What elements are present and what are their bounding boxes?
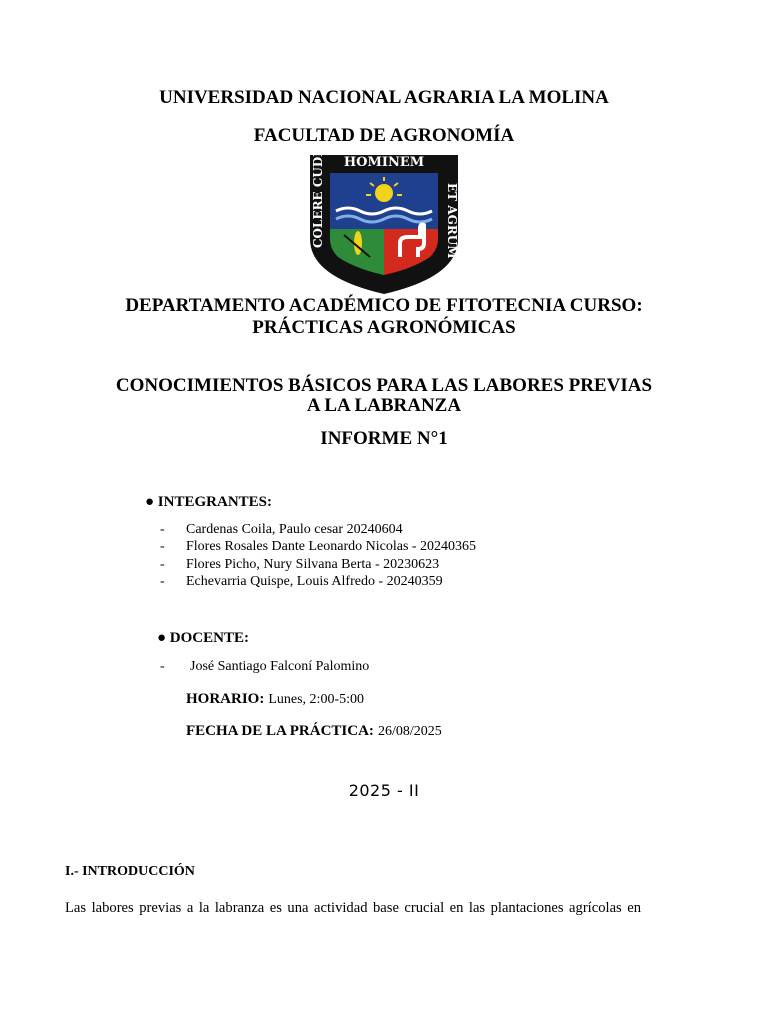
report-title-line2: A LA LABRANZA — [306, 395, 462, 416]
members-heading: ● INTEGRANTES: — [145, 494, 273, 510]
schedule-value: Lunes, 2:00-5:00 — [268, 692, 364, 707]
report-number: INFORME N°1 — [320, 428, 448, 449]
crest-shield-icon — [308, 153, 460, 295]
list-item: - Flores Picho, Nury Silvana Berta - 20230623 — [160, 556, 440, 572]
practice-date-label: FECHA DE LA PRÁCTICA: — [186, 723, 374, 739]
practice-date-value: 26/08/2025 — [377, 724, 442, 739]
report-title-line1: CONOCIMIENTOS BÁSICOS PARA LAS LABORES PREVIAS — [115, 375, 653, 396]
list-item: - Cardenas Coila, Paulo cesar 20240604 — [160, 522, 403, 537]
members-list — [160, 521, 476, 590]
list-item: - Echevarria Quispe, Louis Alfredo - 20240359 — [160, 573, 443, 589]
intro-heading: I.- INTRODUCCIÓN — [65, 864, 195, 879]
faculty-title: FACULTAD DE AGRONOMÍA — [253, 125, 515, 146]
department-line2: PRÁCTICAS AGRONÓMICAS — [252, 317, 516, 338]
university-crest — [308, 153, 460, 295]
teacher-heading: ● DOCENTE: — [157, 630, 249, 646]
svg-text:ET AGRUM: ET AGRUM — [445, 183, 459, 259]
intro-paragraph: Las labores previas a la labranza es una actividad base crucial en las plantaciones agrícolas en — [65, 900, 641, 916]
department-line1: DEPARTAMENTO ACADÉMICO DE FITOTECNIA CURSO: — [125, 295, 643, 316]
schedule-label: HORARIO: — [186, 691, 265, 707]
academic-term: 2025 - II — [348, 781, 420, 800]
teacher-list — [160, 658, 369, 675]
svg-text:HOMINEM: HOMINEM — [343, 155, 425, 170]
svg-text:COLERE CUDIO: COLERE CUDIO — [311, 153, 325, 248]
university-title: UNIVERSIDAD NACIONAL AGRARIA LA MOLINA — [159, 87, 609, 108]
practice-date — [186, 722, 442, 740]
list-item: - José Santiago Falconí Palomino — [160, 659, 370, 674]
list-item: - Flores Rosales Dante Leonardo Nicolas - 20240365 — [160, 539, 477, 555]
schedule — [186, 690, 364, 708]
